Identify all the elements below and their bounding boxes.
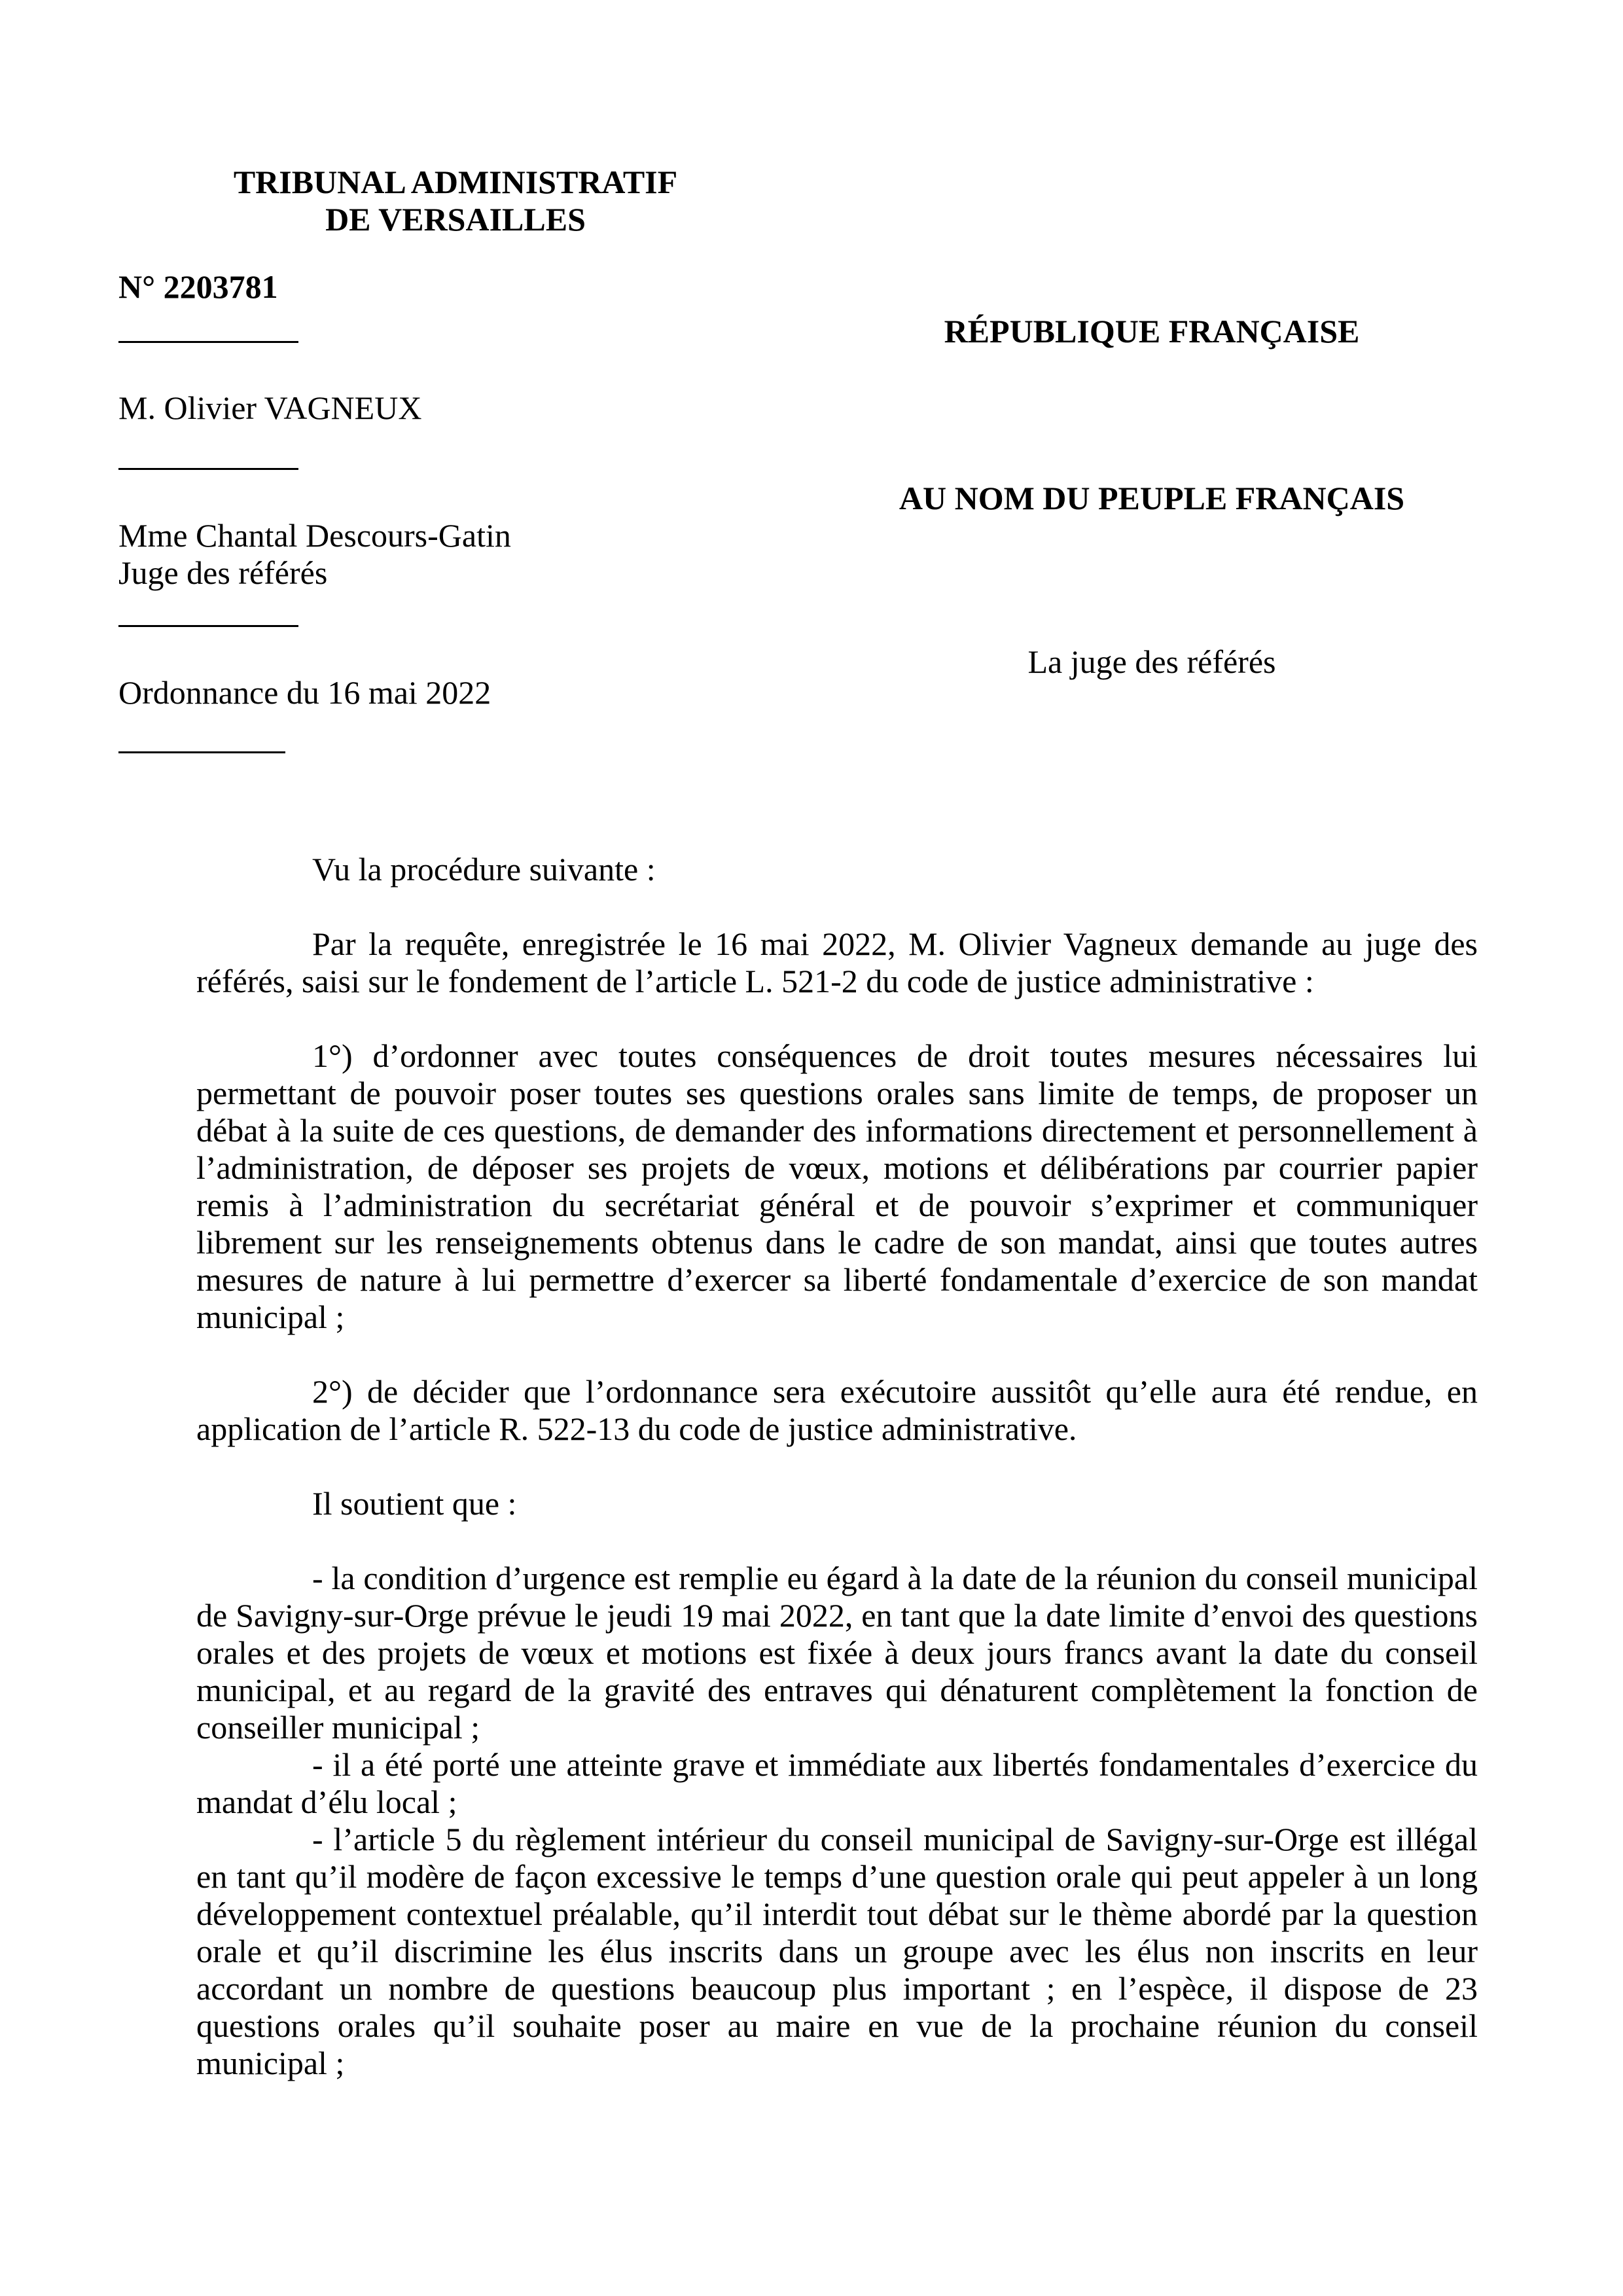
paragraph-request-summary: Par la requête, enregistrée le 16 mai 2022, M. Olivier Vagneux demande au juge des référés, saisi sur le fondement de l’article L. 521-2 du code de justice administrative : bbox=[196, 925, 1478, 999]
case-number: N° 2203781 bbox=[118, 268, 278, 305]
deciding-judge-label: La juge des référés bbox=[1027, 643, 1276, 680]
paragraph-argument-article5: - l’article 5 du règlement intérieur du conseil municipal de Savigny-sur-Orge est illégal en tant qu’il modère de façon excessive le temps d’une question orale qui peut appeler à un long développement contextuel préalable, qu’il interdit tout débat sur le thème abordé par la question orale et qu’il discrimine les élus inscrits dans un groupe avec les élus non inscrits en leur accordant un nombre de questions beaucoup plus important ; en l’espèce, il dispose de 23 questions orales qu’il souhaite poser au maire en vue de la prochaine réunion du conseil municipal ; bbox=[196, 1821, 1478, 2081]
paragraph-argument-atteinte: - il a été porté une atteinte grave et immédiate aux libertés fondamentales d’exercice du mandat d’élu local ; bbox=[196, 1746, 1478, 1820]
divider-rule bbox=[118, 751, 285, 753]
judge-block bbox=[118, 517, 511, 592]
paragraph-request-item-1: 1°) d’ordonner avec toutes conséquences de droit toutes mesures nécessaires lui permettant de pouvoir poser toutes ses questions orales sans limite de temps, de proposer un débat à la suite de ces questions, de demander des informations directement et personnellement à l’administration, de déposer ses projets de vœux, motions et délibérations par courrier papier remis à l’administration du secrétariat général et de pouvoir s’exprimer et communiquer librement sur les renseignements obtenus dans le cadre de son mandat, ainsi que toutes autres mesures de nature à lui permettre d’exercer sa liberté fondamentale d’exercice de son mandat municipal ; bbox=[196, 1037, 1478, 1335]
divider-rule bbox=[118, 625, 298, 627]
paragraph-request-item-2: 2°) de décider que l’ordonnance sera exécutoire aussitôt qu’elle aura été rendue, en application de l’article R. 522-13 du code de justice administrative. bbox=[196, 1373, 1478, 1447]
judge-name: Mme Chantal Descours-Gatin bbox=[118, 517, 511, 554]
republic-title: RÉPUBLIQUE FRANÇAISE bbox=[944, 313, 1360, 350]
court-name-line2: DE VERSAILLES bbox=[325, 201, 586, 238]
paragraph-arguments-intro: Il soutient que : bbox=[312, 1485, 517, 1522]
applicant-name: M. Olivier VAGNEUX bbox=[118, 389, 422, 426]
court-name-line1: TRIBUNAL ADMINISTRATIF bbox=[233, 164, 678, 200]
in-the-name-title: AU NOM DU PEUPLE FRANÇAIS bbox=[899, 480, 1405, 516]
document-body bbox=[196, 851, 1478, 2082]
divider-rule bbox=[118, 468, 298, 470]
paragraph-argument-urgency: - la condition d’urgence est remplie eu égard à la date de la réunion du conseil municipal de Savigny-sur-Orge prévue le jeudi 19 mai 2022, en tant que la date limite d’envoi des questions orales et des projets de vœux et motions est fixée à deux jours francs avant la date du conseil municipal, et au regard de la gravité des entraves qui dénaturent complètement la fonction de conseiller municipal ; bbox=[196, 1560, 1478, 1746]
paragraph-procedure-intro: Vu la procédure suivante : bbox=[312, 851, 656, 888]
judge-title: Juge des référés bbox=[118, 554, 328, 591]
order-date: Ordonnance du 16 mai 2022 bbox=[118, 674, 491, 711]
court-name bbox=[118, 164, 793, 238]
divider-rule bbox=[118, 341, 298, 343]
